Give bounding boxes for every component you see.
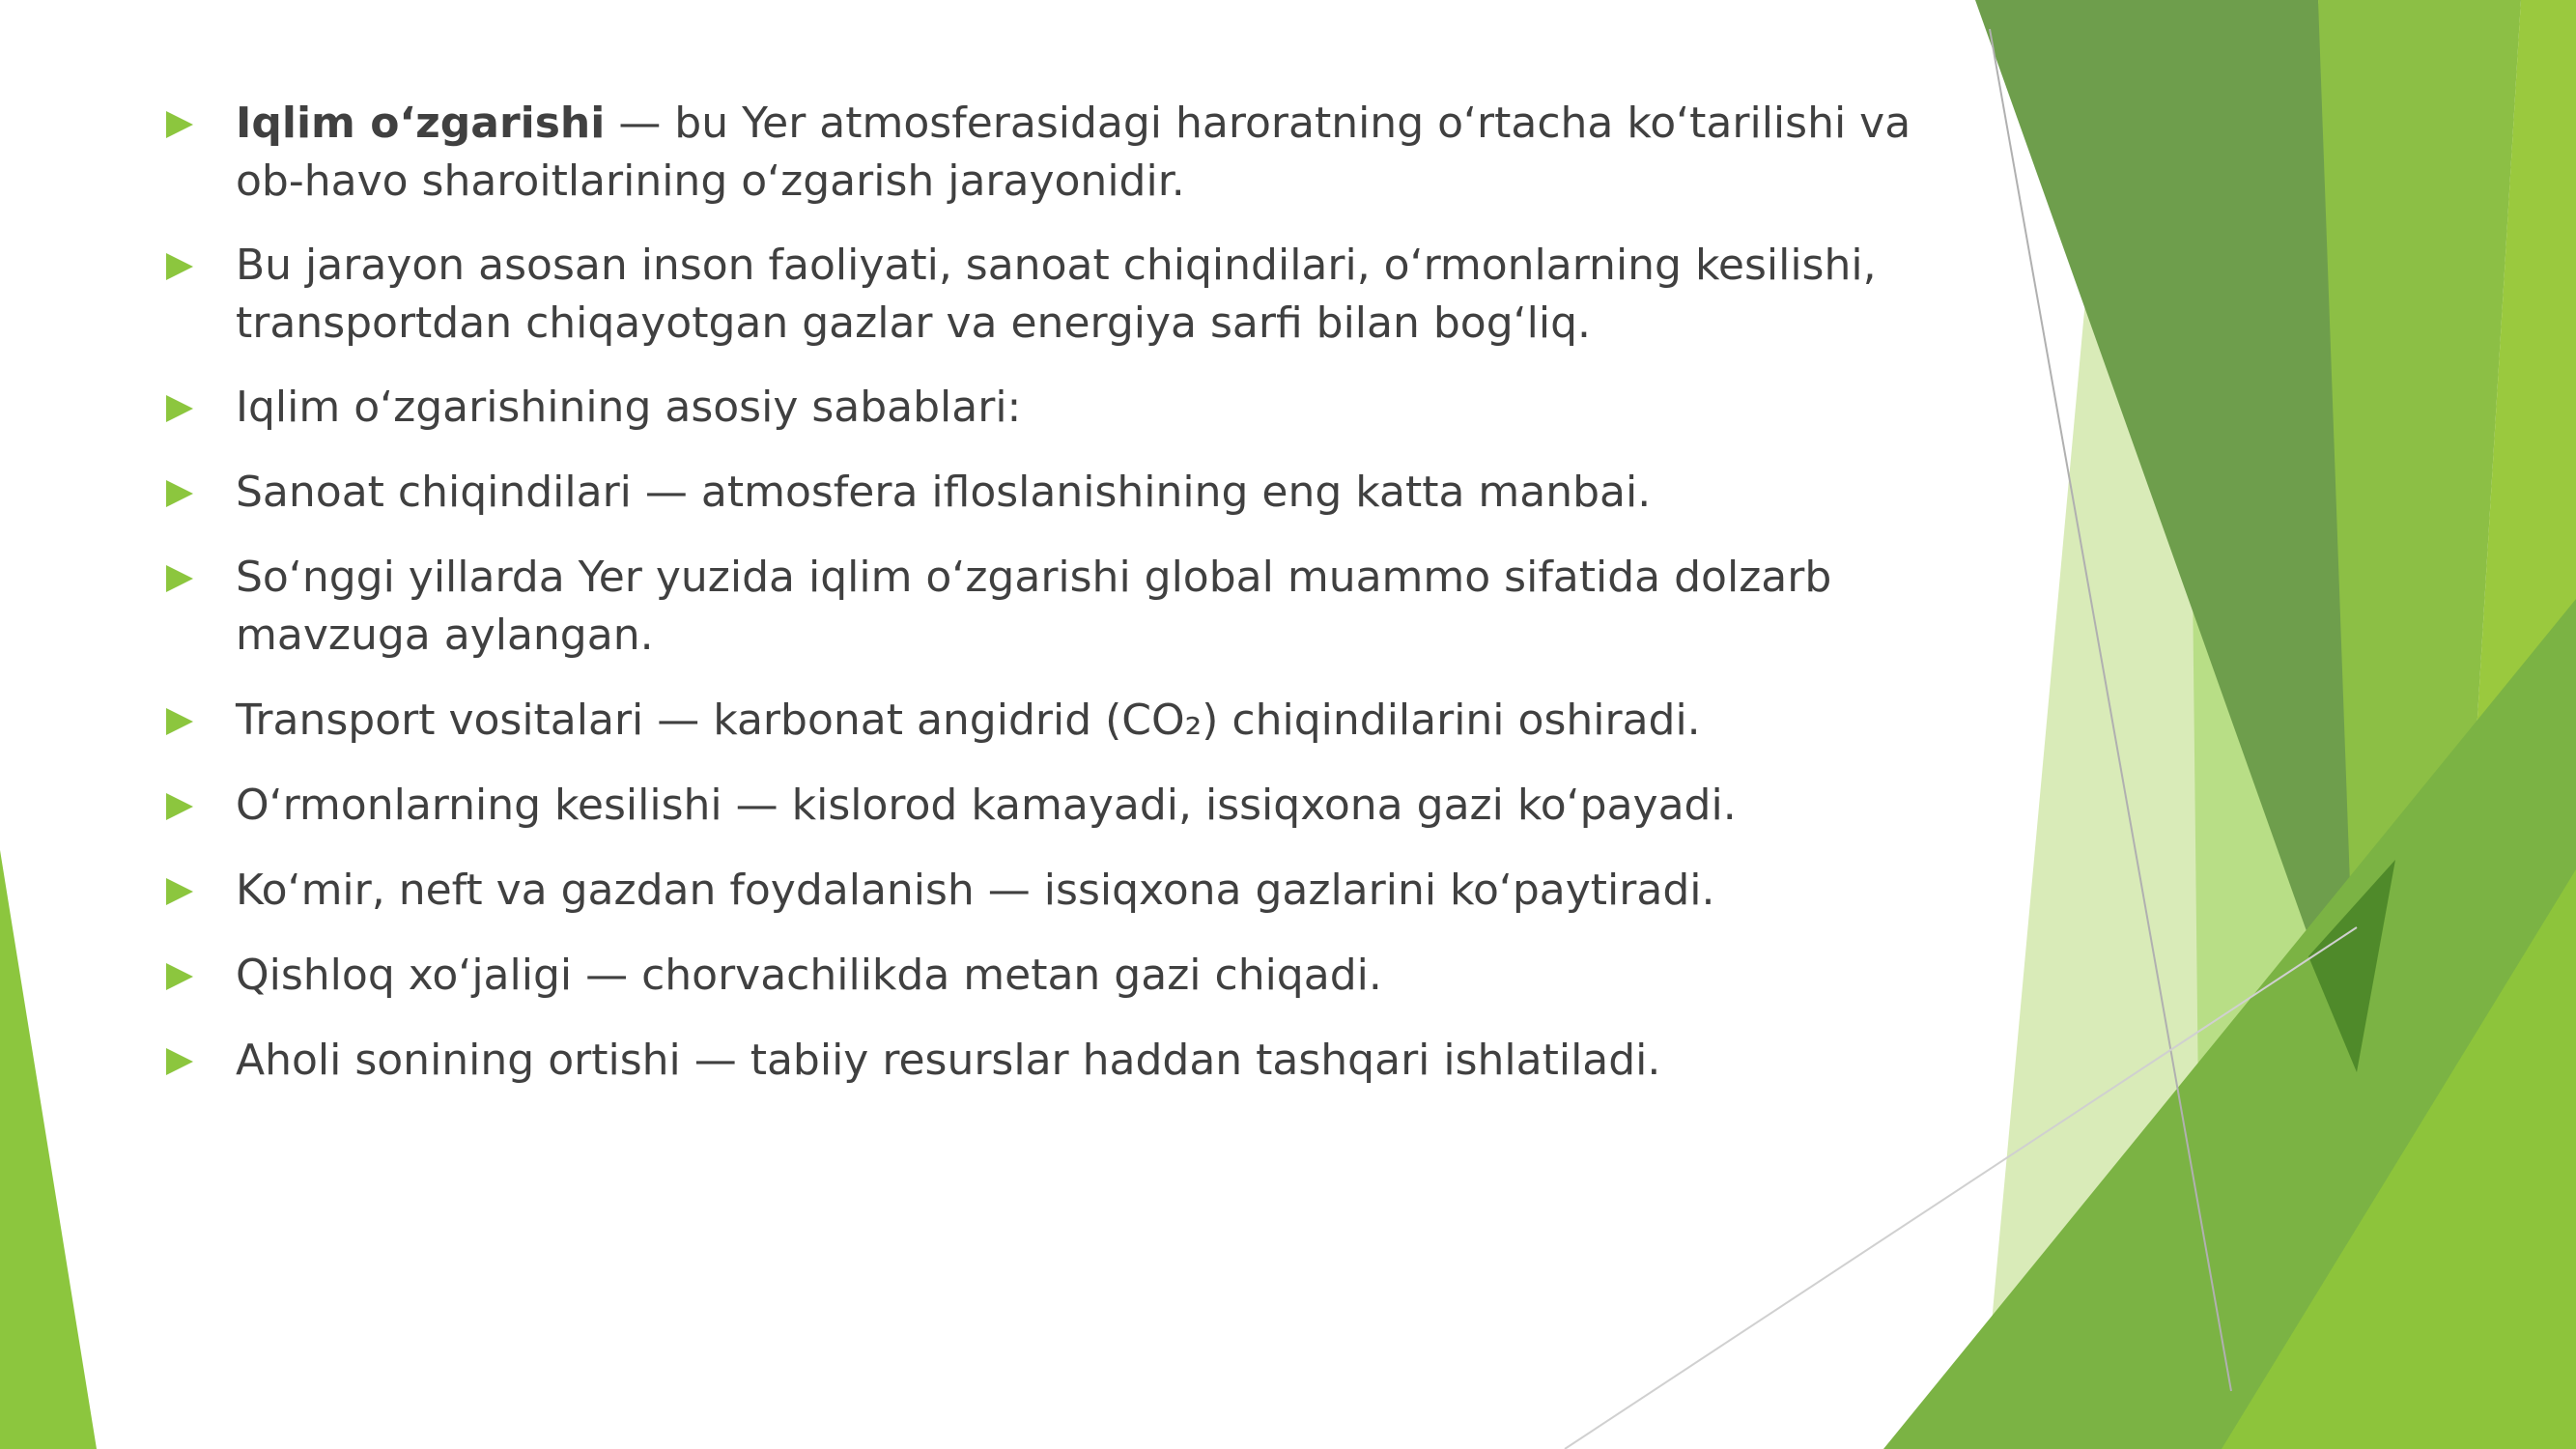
bullet-item [162,464,1949,522]
triangle-bullet-icon [162,947,236,1005]
bullet-text: Aholi sonining ortishi — tabiiy resurslar haddan tashqari ishlatiladi. [236,1036,1661,1085]
triangle-bullet-icon [162,95,236,153]
bullet-text: Qishloq xo‘jaligi — chorvachilikda metan gazi chiqadi. [236,951,1382,1000]
bullet-item [162,692,1949,750]
bullet-item [162,95,1949,211]
triangle-bullet-icon [162,1032,236,1090]
triangle-bullet-icon [162,862,236,920]
bullet-text: Ko‘mir, neft va gazdan foydalanish — issiqxona gazlarini ko‘paytiradi. [236,866,1715,915]
triangle-bullet-icon [162,549,236,607]
triangle-bullet-icon [162,692,236,750]
triangle-bullet-icon [162,464,236,522]
bullet-item [162,1032,1949,1090]
triangle-bullet-icon [162,237,236,295]
bullet-text: O‘rmonlarning kesilishi — kislorod kamayadi, issiqxona gazi ko‘payadi. [236,781,1737,830]
bullet-rest: — bu Yer atmosferasidagi haroratning o‘rtacha ko‘tarilishi va ob-havo sharoitlarining o‘zgarish jarayonidir. [236,99,1911,206]
triangle-bullet-icon [162,379,236,437]
bullet-item [162,549,1949,665]
bullet-term: Iqlim o‘zgarishi [236,99,606,148]
bullet-item [162,947,1949,1005]
bullet-item [162,237,1949,353]
bullet-item [162,862,1949,920]
bullet-text [236,95,1949,211]
bullet-text: Sanoat chiqindilari — atmosfera ifloslanishining eng katta manbai. [236,468,1652,517]
triangle-bullet-icon [162,777,236,835]
bullet-text: So‘nggi yillarda Yer yuzida iqlim o‘zgarishi global muammo sifatida dolzarb mavzuga aylangan. [236,553,1832,660]
bullet-text: Iqlim o‘zgarishining asosiy sabablari: [236,383,1022,432]
bullet-item [162,777,1949,835]
bullet-text: Bu jarayon asosan inson faoliyati, sanoat chiqindilari, o‘rmonlarning kesilishi, transportdan chiqayotgan gazlar va energiya sarfi bilan bog‘liq. [236,241,1877,348]
bullet-item [162,379,1949,437]
bullet-text: Transport vositalari — karbonat angidrid (CO₂) chiqindilarini oshiradi. [236,696,1701,745]
